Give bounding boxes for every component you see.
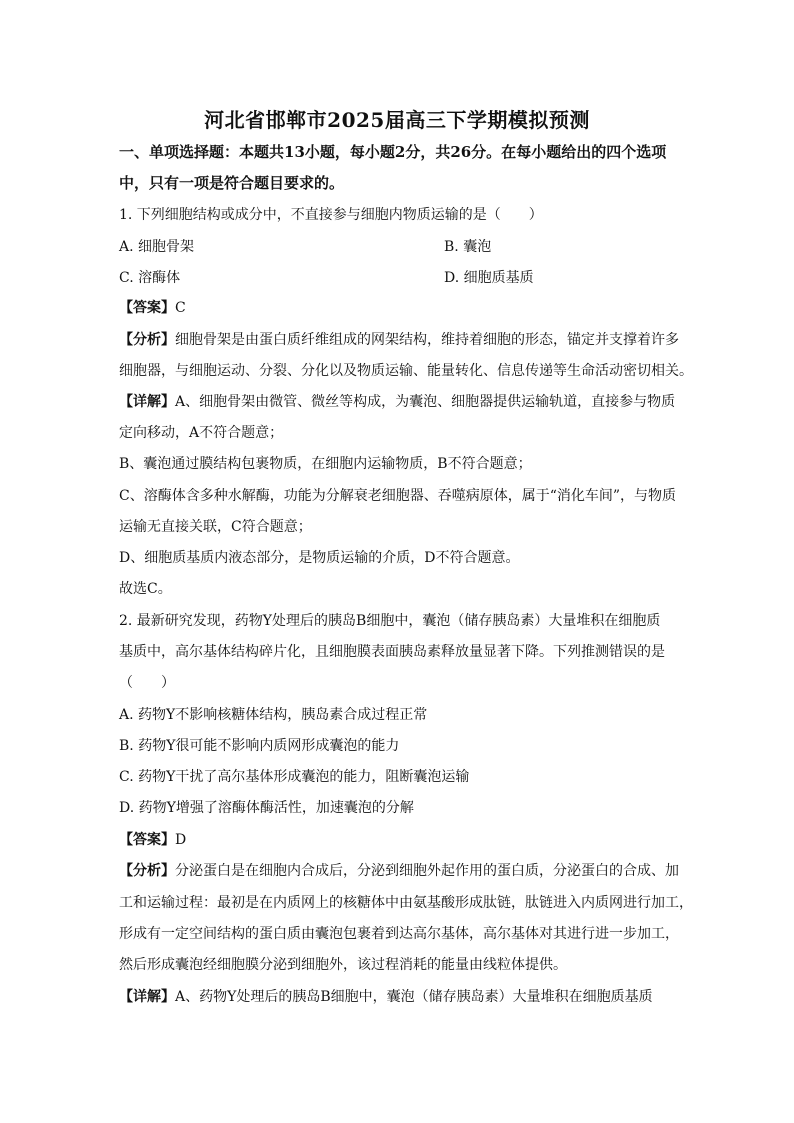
q2-analysis-line: 【分析】分泌蛋白是在细胞内合成后，分泌到细胞外起作用的蛋白质，分泌蛋白的合成、加 <box>119 863 679 879</box>
q1-detail-line: D、细胞质基质内液态部分，是物质运输的介质，D不符合题意。 <box>119 550 520 566</box>
q2-option-b: B. 药物Y很可能不影响内质网形成囊泡的能力 <box>119 738 400 754</box>
q1-detail-line: 运输无直接关联，C符合题意； <box>119 519 312 535</box>
q1-detail-line: C、溶酶体含多种水解酶，功能为分解衰老细胞器、吞噬病原体，属于“消化车间”，与物质 <box>119 488 677 504</box>
q2-analysis-line: 工和运输过程：最初是在内质网上的核糖体中由氨基酸形成肽链，肽链进入内质网进行加工， <box>119 895 693 911</box>
q2-option-a: A. 药物Y不影响核糖体结构，胰岛素合成过程正常 <box>119 707 428 723</box>
q2-analysis-line: 形成有一定空间结构的蛋白质由囊泡包裹着到达高尔基体，高尔基体对其进行进一步加工， <box>119 926 679 942</box>
q2-detail-line: 【详解】A、药物Y处理后的胰岛B细胞中，囊泡（储存胰岛素）大量堆积在细胞质基质 <box>119 989 653 1005</box>
q1-answer-value: C <box>175 300 186 316</box>
q2-analysis-line: 然后形成囊泡经细胞膜分泌到细胞外，该过程消耗的能量由线粒体提供。 <box>119 957 567 973</box>
q1-option-a: A. 细胞骨架 <box>119 239 195 255</box>
q2-stem-line: 2. 最新研究发现，药物Y处理后的胰岛B细胞中，囊泡（储存胰岛素）大量堆积在细胞质 <box>119 613 661 629</box>
q1-option-c: C. 溶酶体 <box>119 270 181 286</box>
q1-analysis-line: 细胞器，与细胞运动、分裂、分化以及物质运输、能量转化、信息传递等生命活动密切相关。 <box>119 363 693 379</box>
q2-option-d: D. 药物Y增强了溶酶体酶活性，加速囊泡的分解 <box>119 800 414 816</box>
q1-option-b: B. 囊泡 <box>444 239 492 255</box>
document-title: 河北省邯郸市2025届高三下学期模拟预测 <box>204 108 590 132</box>
q1-analysis-line: 【分析】细胞骨架是由蛋白质纤维组成的网架结构，维持着细胞的形态，锚定并支撑着许多 <box>119 332 679 348</box>
section-heading: 一、单项选择题：本题共13小题，每小题2分，共26分。在每小题给出的四个选项中，只有一项是符合题目要求的。 <box>119 143 667 192</box>
q1-stem: 1. 下列细胞结构或成分中，不直接参与细胞内物质运输的是（ ） <box>119 207 543 223</box>
q1-conclusion: 故选C。 <box>119 581 172 597</box>
q1-detail-line: 【详解】A、细胞骨架由微管、微丝等构成，为囊泡、细胞器提供运输轨道，直接参与物质 <box>119 394 676 410</box>
detail-label: 【详解】 <box>119 394 175 410</box>
analysis-label: 【分析】 <box>119 332 175 348</box>
q2-option-c: C. 药物Y干扰了高尔基体形成囊泡的能力，阻断囊泡运输 <box>119 769 470 785</box>
q1-option-d: D. 细胞质基质 <box>444 270 534 286</box>
answer-label: 【答案】 <box>119 300 175 316</box>
q2-answer-value: D <box>175 832 187 848</box>
answer-label: 【答案】 <box>119 832 175 848</box>
analysis-label: 【分析】 <box>119 863 175 879</box>
detail-label: 【详解】 <box>119 989 175 1005</box>
q2-answer <box>119 830 186 850</box>
q2-stem-line: 基质中，高尔基体结构碎片化，且细胞膜表面胰岛素释放量显著下降。下列推测错误的是 <box>119 644 665 660</box>
q2-stem-line: （ ） <box>119 675 175 691</box>
q1-detail-line: 定向移动，A不符合题意； <box>119 425 284 441</box>
q1-detail-line: B、囊泡通过膜结构包裹物质，在细胞内运输物质，B不符合题意； <box>119 456 532 472</box>
q1-answer <box>119 298 186 318</box>
